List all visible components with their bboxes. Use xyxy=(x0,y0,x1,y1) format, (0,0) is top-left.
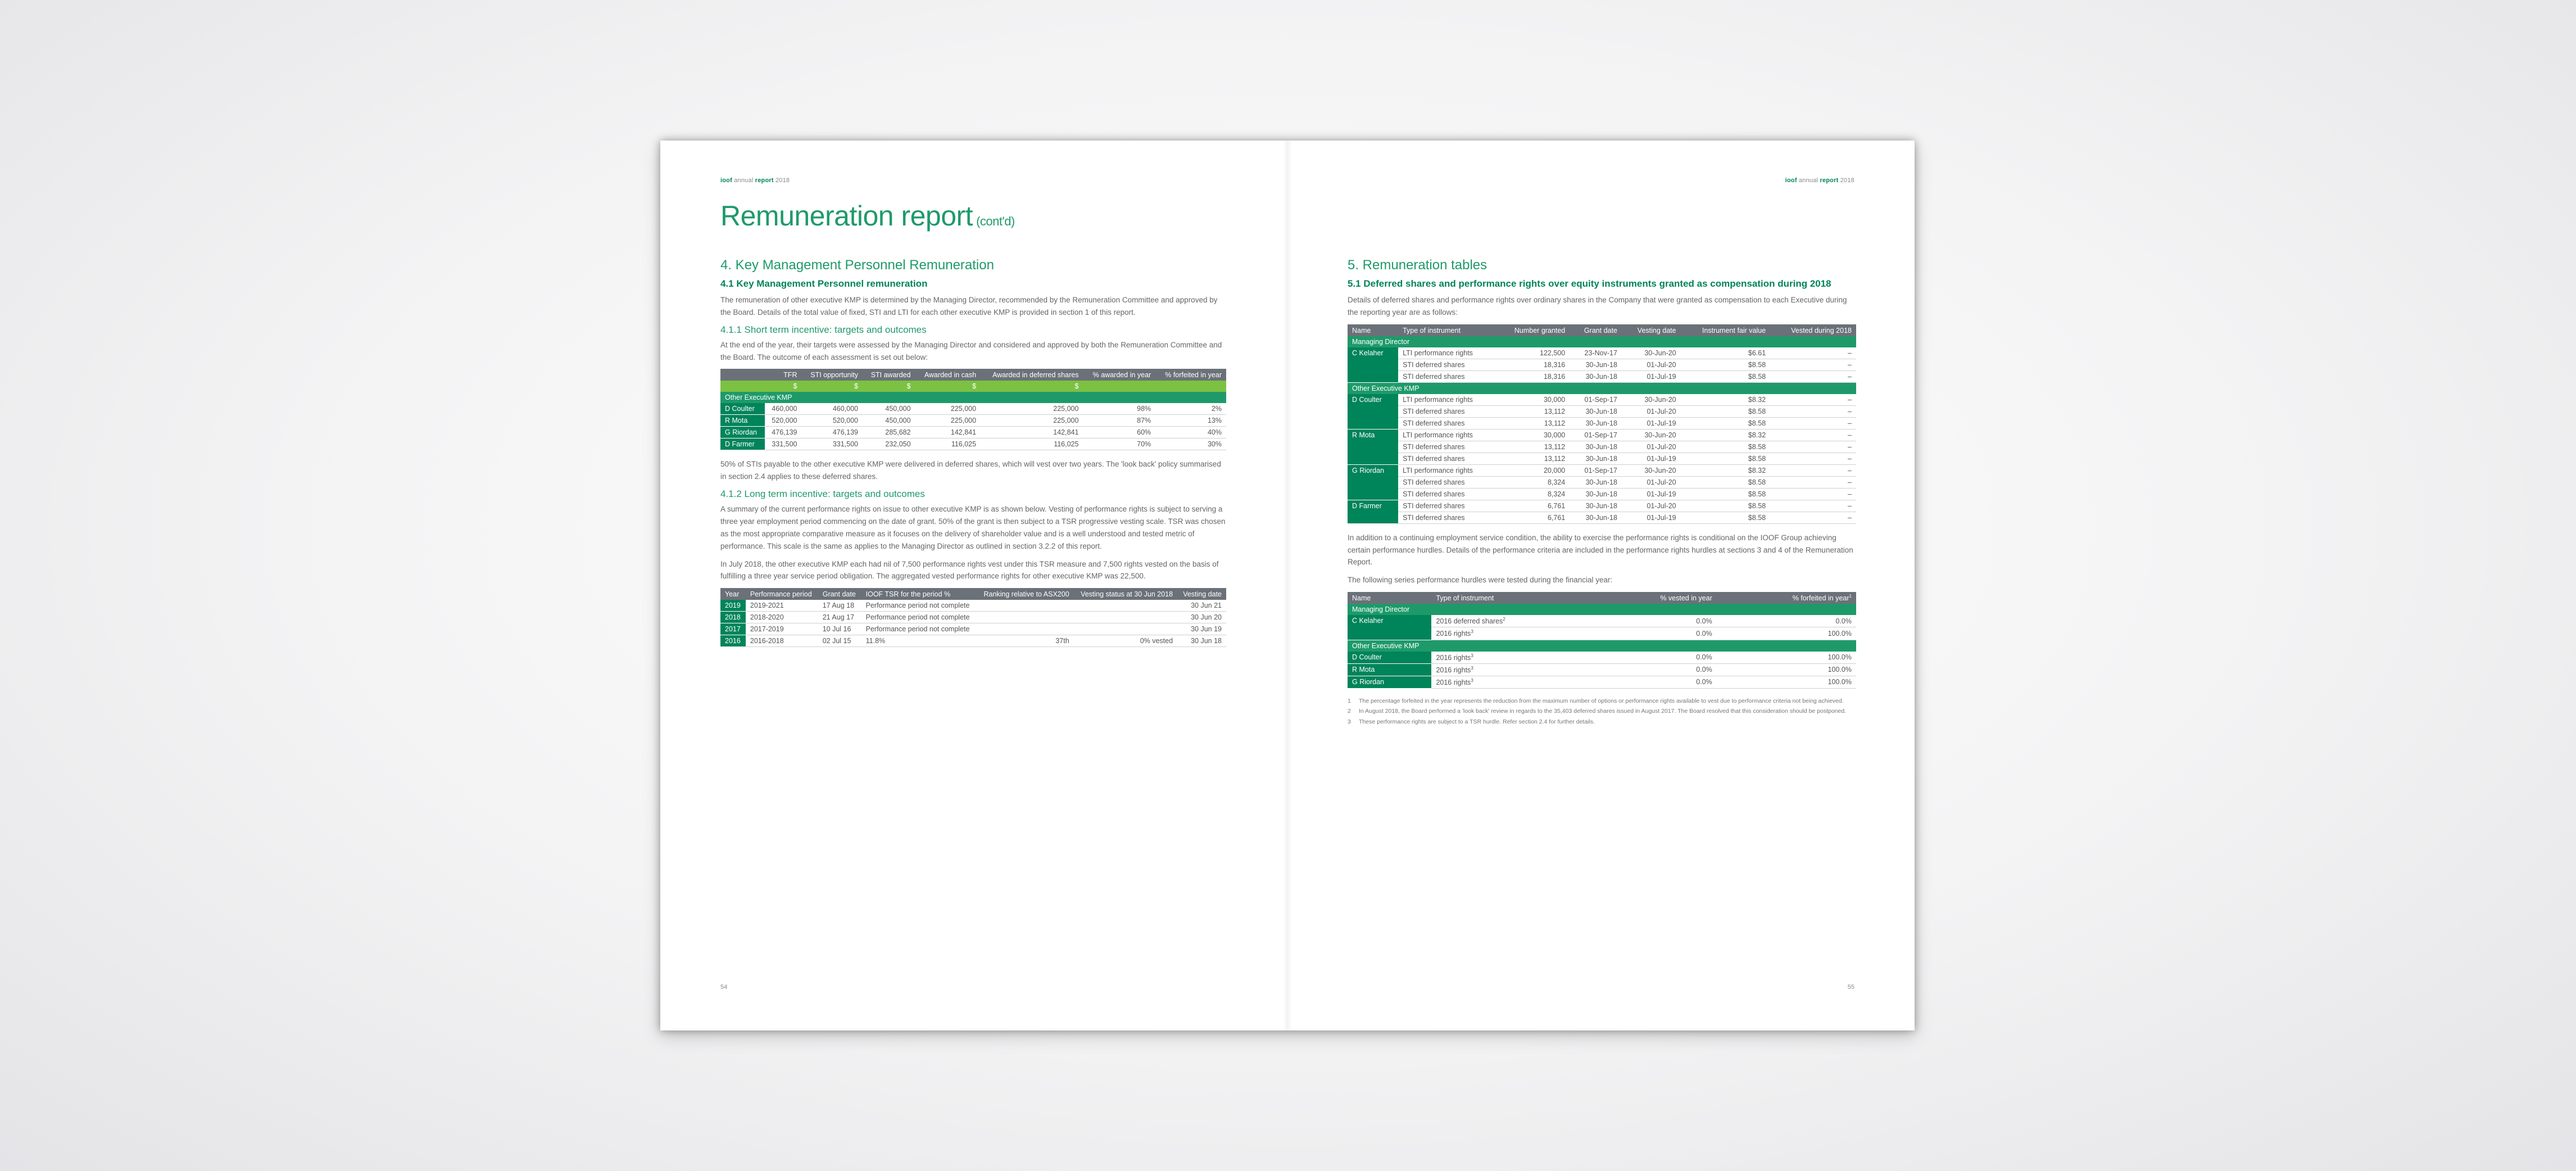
table-row xyxy=(1348,441,1856,453)
unit-cell: $ xyxy=(863,381,915,392)
section-row xyxy=(1348,604,1856,615)
section-row xyxy=(1348,382,1856,394)
equity-grants-table xyxy=(1348,324,1856,524)
table-cell: 0% vested xyxy=(1074,635,1177,647)
table-cell: $8.58 xyxy=(1681,512,1771,523)
table-row xyxy=(720,403,1226,415)
table-cell: 30-Jun-18 xyxy=(1570,359,1622,370)
table-cell: LTI performance rights xyxy=(1398,347,1496,359)
table-cell: STI deferred shares xyxy=(1398,370,1496,382)
section-label: Other Executive KMP xyxy=(720,392,1226,403)
table-cell: 13,112 xyxy=(1496,441,1570,453)
section-label: Managing Director xyxy=(1348,336,1856,347)
lti-paragraph-2: In July 2018, the other executive KMP each had nil of 7,500 performance rights vest under this TSR measure and 7,500 rights vested on the basis of fulfilling a three year service period obligation. The aggregated vested performance rights for other executive KMP was 22,500. xyxy=(720,559,1219,581)
table-cell: 30% xyxy=(1155,438,1226,450)
table-cell: 13,112 xyxy=(1496,453,1570,464)
table-cell: 11.8% xyxy=(861,635,977,647)
table-cell: 40% xyxy=(1155,427,1226,438)
table-cell: 142,841 xyxy=(981,427,1083,438)
table-row xyxy=(1348,676,1856,688)
unit-cell: $ xyxy=(801,381,863,392)
column-header: % awarded in year xyxy=(1083,369,1155,381)
performance-hurdles-table xyxy=(1348,592,1856,689)
table-row xyxy=(720,612,1226,623)
hurdles-intro: The following series performance hurdles were tested during the financial year: xyxy=(1348,576,1613,585)
row-year: 2018 xyxy=(720,612,746,623)
table-cell: 13,112 xyxy=(1496,417,1570,429)
footnote xyxy=(1348,707,1856,716)
table-cell: 13,112 xyxy=(1496,405,1570,417)
unit-cell: $ xyxy=(981,381,1083,392)
table-cell: STI deferred shares xyxy=(1398,512,1496,523)
table-cell: STI deferred shares xyxy=(1398,476,1496,488)
table-cell: LTI performance rights xyxy=(1398,394,1496,406)
grants-intro-paragraph: Details of deferred shares and performance rights over ordinary shares in the Company that were granted as compensation to each Executive during the reporting year are as follows: xyxy=(1348,295,1847,317)
section-label: Other Executive KMP xyxy=(1348,640,1856,652)
sti-heading: 4.1.1 Short term incentive: targets and outcomes xyxy=(720,324,927,335)
table-cell: 01-Jul-20 xyxy=(1622,500,1681,512)
instrument-cell: 2016 deferred shares$^2$ xyxy=(1431,615,1591,627)
table-cell: 30,000 xyxy=(1496,429,1570,441)
footnote-text: In August 2018, the Board performed a 'look back' review in regards to the 35,403 deferred shares issued in August 2017. The Board resolved that this consideration should be postponed. xyxy=(1359,708,1847,715)
lti-paragraph-1: A summary of the current performance rights on issue to other executive KMP is as shown below. Vesting of performance rights is subject to serving a three year employment period commencing on the date of grant. 50% of the grant is then subject to a TSR progressive vesting scale. TSR was chosen as the most appropriate comparative measure as it focuses on the delivery of shareholder value and is a well understood and tested metric of performance. This scale is the same as applies to the Managing Director as outlined in section 3.2.2 of this report. xyxy=(720,505,1226,550)
sti-outcomes-table xyxy=(720,369,1226,450)
vested-cell: 0.0% xyxy=(1592,652,1717,664)
sub-heading-5-1: 5.1 Deferred shares and performance rights over equity instruments granted as compensation during 2018 xyxy=(1348,278,1831,289)
table-row xyxy=(720,600,1226,612)
footnote-number: 1 xyxy=(1348,698,1351,705)
column-header: Vested during 2018 xyxy=(1770,324,1856,336)
footnote xyxy=(1348,697,1856,706)
table-cell: $8.32 xyxy=(1681,394,1771,406)
table-cell: 30-Jun-20 xyxy=(1622,429,1681,441)
table-row xyxy=(1348,405,1856,417)
instrument-cell: 2016 rights$^3$ xyxy=(1431,676,1591,688)
column-header: Vesting date xyxy=(1177,588,1226,600)
sub-heading-4-1: 4.1 Key Management Personnel remuneration xyxy=(720,278,928,289)
table-cell: $8.32 xyxy=(1681,464,1771,476)
column-header: Type of instrument xyxy=(1431,592,1591,604)
row-name: R Mota xyxy=(720,415,765,427)
table-cell: $8.58 xyxy=(1681,500,1771,512)
table-cell: 520,000 xyxy=(765,415,802,427)
table-cell: STI deferred shares xyxy=(1398,488,1496,500)
vested-cell: 0.0% xyxy=(1592,627,1717,640)
table-cell xyxy=(1074,623,1177,635)
column-header: % forfeited in year$^1$ xyxy=(1717,592,1856,604)
column-header: % forfeited in year xyxy=(1155,369,1226,381)
table-cell: 331,500 xyxy=(801,438,863,450)
page-number-left: 54 xyxy=(720,984,728,991)
table-row xyxy=(1348,512,1856,523)
table-cell: 70% xyxy=(1083,438,1155,450)
table-row xyxy=(1348,347,1856,359)
table-cell: Performance period not complete xyxy=(861,623,977,635)
table-cell: 225,000 xyxy=(981,403,1083,415)
table-cell: 30 Jun 21 xyxy=(1177,600,1226,612)
table-cell: 460,000 xyxy=(765,403,802,415)
table-cell: 232,050 xyxy=(863,438,915,450)
table-cell: – xyxy=(1770,417,1856,429)
instrument-cell: 2016 rights$^3$ xyxy=(1431,652,1591,664)
footnote-ref: 3 xyxy=(1471,629,1473,635)
table-row xyxy=(1348,429,1856,441)
table-cell xyxy=(977,600,1073,612)
table-cell: 450,000 xyxy=(863,415,915,427)
row-name: D Coulter xyxy=(720,403,765,415)
right-content xyxy=(1348,257,1856,727)
column-header: Type of instrument xyxy=(1398,324,1496,336)
running-head-left xyxy=(720,177,790,184)
table-cell: 01-Jul-20 xyxy=(1622,441,1681,453)
table-cell: 37th xyxy=(977,635,1073,647)
table-cell: 30-Jun-18 xyxy=(1570,488,1622,500)
table-cell: 30-Jun-18 xyxy=(1570,441,1622,453)
table-cell: $8.58 xyxy=(1681,441,1771,453)
table-cell: 10 Jul 16 xyxy=(818,623,861,635)
table-cell: 2019-2021 xyxy=(746,600,818,612)
table-cell: 01-Jul-19 xyxy=(1622,370,1681,382)
vested-cell: 0.0% xyxy=(1592,676,1717,688)
brand-name: ioof xyxy=(720,177,732,184)
hurdles-paragraph: In addition to a continuing employment service condition, the ability to exercise the performance rights is conditional on the IOOF Group achieving certain performance hurdles. Details of the performance criteria are included in the performance rights hurdles at sections 3 and 4 of the Remuneration Report. xyxy=(1348,533,1853,567)
table-cell: STI deferred shares xyxy=(1398,359,1496,370)
table-cell: 87% xyxy=(1083,415,1155,427)
table-cell: $8.58 xyxy=(1681,453,1771,464)
page-title-suffix: (cont'd) xyxy=(976,214,1015,228)
table-cell: 01-Jul-19 xyxy=(1622,488,1681,500)
table-cell: 30-Jun-18 xyxy=(1570,370,1622,382)
table-cell: – xyxy=(1770,370,1856,382)
table-cell: STI deferred shares xyxy=(1398,500,1496,512)
table-cell: 23-Nov-17 xyxy=(1570,347,1622,359)
table-cell: 6,761 xyxy=(1496,500,1570,512)
table-cell: 225,000 xyxy=(915,415,981,427)
lti-outcomes-table xyxy=(720,588,1226,647)
table-cell: 30-Jun-18 xyxy=(1570,405,1622,417)
column-header: Vesting status at 30 Jun 2018 xyxy=(1074,588,1177,600)
table-cell: 476,139 xyxy=(801,427,863,438)
table-row xyxy=(1348,500,1856,512)
forfeited-cell: 0.0% xyxy=(1717,615,1856,627)
sti-after-paragraph: 50% of STIs payable to the other executive KMP were delivered in deferred shares, which will vest over two years. The 'look back' policy summarised in section 2.4 applies to these deferred shares. xyxy=(720,460,1221,481)
table-cell: 30-Jun-18 xyxy=(1570,476,1622,488)
table-cell: $6.61 xyxy=(1681,347,1771,359)
table-cell: 122,500 xyxy=(1496,347,1570,359)
column-header: Year xyxy=(720,588,746,600)
table-cell: 520,000 xyxy=(801,415,863,427)
column-header: STI awarded xyxy=(863,369,915,381)
running-head-annual: annual xyxy=(1798,177,1818,184)
footnote-ref: 3 xyxy=(1471,653,1473,658)
header-row xyxy=(1348,324,1856,336)
table-cell: 2018-2020 xyxy=(746,612,818,623)
table-cell: 8,324 xyxy=(1496,488,1570,500)
footnote-ref: 2 xyxy=(1503,617,1505,622)
table-cell: 30-Jun-20 xyxy=(1622,347,1681,359)
table-cell: 6,761 xyxy=(1496,512,1570,523)
instrument-cell: 2016 rights$^3$ xyxy=(1431,663,1591,676)
footnote xyxy=(1348,717,1856,726)
table-cell: 20,000 xyxy=(1496,464,1570,476)
table-cell: LTI performance rights xyxy=(1398,464,1496,476)
footnote-ref: 3 xyxy=(1471,677,1473,683)
row-year: 2016 xyxy=(720,635,746,647)
table-cell: $8.32 xyxy=(1681,429,1771,441)
table-cell: 8,324 xyxy=(1496,476,1570,488)
section-heading-4: 4. Key Management Personnel Remuneration xyxy=(720,257,994,273)
running-head-right xyxy=(1785,177,1854,184)
running-head-annual: annual xyxy=(734,177,754,184)
table-cell: $8.58 xyxy=(1681,370,1771,382)
table-cell: STI deferred shares xyxy=(1398,405,1496,417)
footnote-ref: 3 xyxy=(1471,665,1473,671)
table-cell: 01-Sep-17 xyxy=(1570,464,1622,476)
footnote-ref: 1 xyxy=(1849,594,1852,599)
table-cell: – xyxy=(1770,394,1856,406)
table-cell: 60% xyxy=(1083,427,1155,438)
column-header: Name xyxy=(1348,592,1431,604)
table-cell: 30-Jun-18 xyxy=(1570,453,1622,464)
unit-cell: $ xyxy=(765,381,802,392)
unit-row xyxy=(720,381,1226,392)
table-cell: – xyxy=(1770,512,1856,523)
table-cell: 30-Jun-20 xyxy=(1622,464,1681,476)
column-header: Ranking relative to ASX200 xyxy=(977,588,1073,600)
row-name: D Coulter xyxy=(1348,394,1398,429)
column-header: Awarded in deferred shares xyxy=(981,369,1083,381)
table-cell: Performance period not complete xyxy=(861,612,977,623)
column-header: Instrument fair value xyxy=(1681,324,1771,336)
table-cell: $8.58 xyxy=(1681,476,1771,488)
table-cell: – xyxy=(1770,405,1856,417)
column-header: Grant date xyxy=(1570,324,1622,336)
table-cell: – xyxy=(1770,464,1856,476)
table-cell: 02 Jul 15 xyxy=(818,635,861,647)
table-cell: 01-Sep-17 xyxy=(1570,429,1622,441)
section-row xyxy=(1348,640,1856,652)
table-cell: 30 Jun 20 xyxy=(1177,612,1226,623)
footnotes xyxy=(1348,697,1856,726)
footnote-number: 3 xyxy=(1348,718,1351,725)
table-cell: 30-Jun-18 xyxy=(1570,500,1622,512)
table-cell: $8.58 xyxy=(1681,359,1771,370)
table-cell xyxy=(977,612,1073,623)
row-name: G Riordan xyxy=(1348,464,1398,500)
unit-cell xyxy=(1155,381,1226,392)
row-name: R Mota xyxy=(1348,663,1431,676)
table-cell: 01-Sep-17 xyxy=(1570,394,1622,406)
table-cell: 98% xyxy=(1083,403,1155,415)
table-cell: 01-Jul-19 xyxy=(1622,417,1681,429)
table-cell: 225,000 xyxy=(981,415,1083,427)
table-cell: – xyxy=(1770,359,1856,370)
brand-name: ioof xyxy=(1785,177,1797,184)
running-head-report: report xyxy=(1820,177,1839,184)
left-content xyxy=(720,257,1226,647)
vested-cell: 0.0% xyxy=(1592,615,1717,627)
table-cell xyxy=(1074,612,1177,623)
right-page xyxy=(1287,141,1915,1030)
table-cell: – xyxy=(1770,429,1856,441)
footnote-number: 2 xyxy=(1348,708,1351,715)
table-cell: 01-Jul-19 xyxy=(1622,512,1681,523)
table-cell: 285,682 xyxy=(863,427,915,438)
table-cell: 01-Jul-20 xyxy=(1622,405,1681,417)
table-row xyxy=(1348,615,1856,627)
row-name: C Kelaher xyxy=(1348,347,1398,383)
table-row xyxy=(1348,359,1856,370)
section-row xyxy=(1348,336,1856,347)
annual-report-spread xyxy=(660,141,1915,1030)
row-name: D Farmer xyxy=(1348,500,1398,523)
column-header: Vesting date xyxy=(1622,324,1681,336)
footnote-text: The percentage forfeited in the year represents the reduction from the maximum number of options or performance rights available to vest due to performance criteria not being achieved. xyxy=(1359,698,1844,705)
row-year: 2017 xyxy=(720,623,746,635)
table-row xyxy=(1348,464,1856,476)
forfeited-cell: 100.0% xyxy=(1717,676,1856,688)
table-cell: 30-Jun-20 xyxy=(1622,394,1681,406)
table-row xyxy=(1348,370,1856,382)
row-name: D Coulter xyxy=(1348,652,1431,664)
table-row xyxy=(1348,417,1856,429)
section-label: Managing Director xyxy=(1348,604,1856,615)
table-cell: 460,000 xyxy=(801,403,863,415)
table-row xyxy=(1348,453,1856,464)
table-row xyxy=(1348,488,1856,500)
sti-paragraph: At the end of the year, their targets were assessed by the Managing Director and considered and approved by both the Remuneration Committee and the Board. The outcome of each assessment is set out below: xyxy=(720,340,1222,361)
table-row xyxy=(1348,663,1856,676)
table-cell: 225,000 xyxy=(915,403,981,415)
header-row xyxy=(1348,592,1856,604)
table-cell: 01-Jul-19 xyxy=(1622,453,1681,464)
column-header: TFR xyxy=(765,369,802,381)
table-cell: 18,316 xyxy=(1496,370,1570,382)
table-cell: $8.58 xyxy=(1681,405,1771,417)
column-header xyxy=(720,369,765,381)
footnote-text: These performance rights are subject to a TSR hurdle. Refer section 2.4 for further details. xyxy=(1359,718,1595,725)
table-row xyxy=(1348,652,1856,664)
row-name: G Riordan xyxy=(720,427,765,438)
table-cell: 2% xyxy=(1155,403,1226,415)
unit-cell xyxy=(720,381,765,392)
running-head-report: report xyxy=(755,177,774,184)
column-header: Awarded in cash xyxy=(915,369,981,381)
table-cell: – xyxy=(1770,488,1856,500)
table-cell: 30 Jun 18 xyxy=(1177,635,1226,647)
table-row xyxy=(720,415,1226,427)
section-heading-5: 5. Remuneration tables xyxy=(1348,257,1487,273)
table-cell: 2017-2019 xyxy=(746,623,818,635)
row-name: G Riordan xyxy=(1348,676,1431,688)
table-cell xyxy=(1074,600,1177,612)
table-cell: 21 Aug 17 xyxy=(818,612,861,623)
table-cell: 01-Jul-20 xyxy=(1622,476,1681,488)
table-row xyxy=(720,438,1226,450)
table-cell: – xyxy=(1770,500,1856,512)
table-row xyxy=(720,635,1226,647)
section-row xyxy=(720,392,1226,403)
table-cell: 17 Aug 18 xyxy=(818,600,861,612)
table-row xyxy=(1348,394,1856,406)
instrument-cell: 2016 rights$^3$ xyxy=(1431,627,1591,640)
table-cell: 476,139 xyxy=(765,427,802,438)
table-cell: 30 Jun 19 xyxy=(1177,623,1226,635)
table-cell: STI deferred shares xyxy=(1398,453,1496,464)
row-year: 2019 xyxy=(720,600,746,612)
table-cell: 142,841 xyxy=(915,427,981,438)
table-cell xyxy=(977,623,1073,635)
table-cell: 116,025 xyxy=(981,438,1083,450)
table-cell: 450,000 xyxy=(863,403,915,415)
table-cell: 116,025 xyxy=(915,438,981,450)
page-title-text: Remuneration report xyxy=(720,200,973,232)
table-row xyxy=(1348,476,1856,488)
table-row xyxy=(720,427,1226,438)
table-cell: 18,316 xyxy=(1496,359,1570,370)
section-label: Other Executive KMP xyxy=(1348,382,1856,394)
page-title xyxy=(720,200,1015,232)
table-cell: 2016-2018 xyxy=(746,635,818,647)
lti-heading: 4.1.2 Long term incentive: targets and outcomes xyxy=(720,489,925,500)
table-cell: $8.58 xyxy=(1681,488,1771,500)
vested-cell: 0.0% xyxy=(1592,663,1717,676)
unit-cell: $ xyxy=(915,381,981,392)
column-header: Name xyxy=(1348,324,1398,336)
row-name: R Mota xyxy=(1348,429,1398,464)
column-header: % vested in year xyxy=(1592,592,1717,604)
unit-cell xyxy=(1083,381,1155,392)
table-cell: STI deferred shares xyxy=(1398,441,1496,453)
table-cell: 30-Jun-18 xyxy=(1570,417,1622,429)
table-cell: – xyxy=(1770,476,1856,488)
running-head-year: 2018 xyxy=(1840,177,1854,184)
column-header: IOOF TSR for the period % xyxy=(861,588,977,600)
table-cell: 331,500 xyxy=(765,438,802,450)
running-head-year: 2018 xyxy=(775,177,790,184)
forfeited-cell: 100.0% xyxy=(1717,627,1856,640)
row-name: C Kelaher xyxy=(1348,615,1431,640)
column-header: Performance period xyxy=(746,588,818,600)
table-cell: – xyxy=(1770,453,1856,464)
column-header: STI opportunity xyxy=(801,369,863,381)
table-cell: 01-Jul-20 xyxy=(1622,359,1681,370)
forfeited-cell: 100.0% xyxy=(1717,663,1856,676)
table-cell: STI deferred shares xyxy=(1398,417,1496,429)
header-row xyxy=(720,588,1226,600)
column-header: Number granted xyxy=(1496,324,1570,336)
row-name: D Farmer xyxy=(720,438,765,450)
page-number-right: 55 xyxy=(1847,984,1854,991)
table-cell: 13% xyxy=(1155,415,1226,427)
table-cell: LTI performance rights xyxy=(1398,429,1496,441)
table-cell: Performance period not complete xyxy=(861,600,977,612)
column-header: Grant date xyxy=(818,588,861,600)
left-page xyxy=(660,141,1287,1030)
table-row xyxy=(720,623,1226,635)
table-cell: – xyxy=(1770,347,1856,359)
table-cell: – xyxy=(1770,441,1856,453)
header-row xyxy=(720,369,1226,381)
forfeited-cell: 100.0% xyxy=(1717,652,1856,664)
intro-paragraph: The remuneration of other executive KMP is determined by the Managing Director, recommended by the Remuneration Committee and approved by the Board. Details of the total value of fixed, STI and LTI for each other executive KMP is provided in section 1 of this report. xyxy=(720,295,1218,317)
table-cell: 30-Jun-18 xyxy=(1570,512,1622,523)
table-cell: 30,000 xyxy=(1496,394,1570,406)
table-cell: $8.58 xyxy=(1681,417,1771,429)
